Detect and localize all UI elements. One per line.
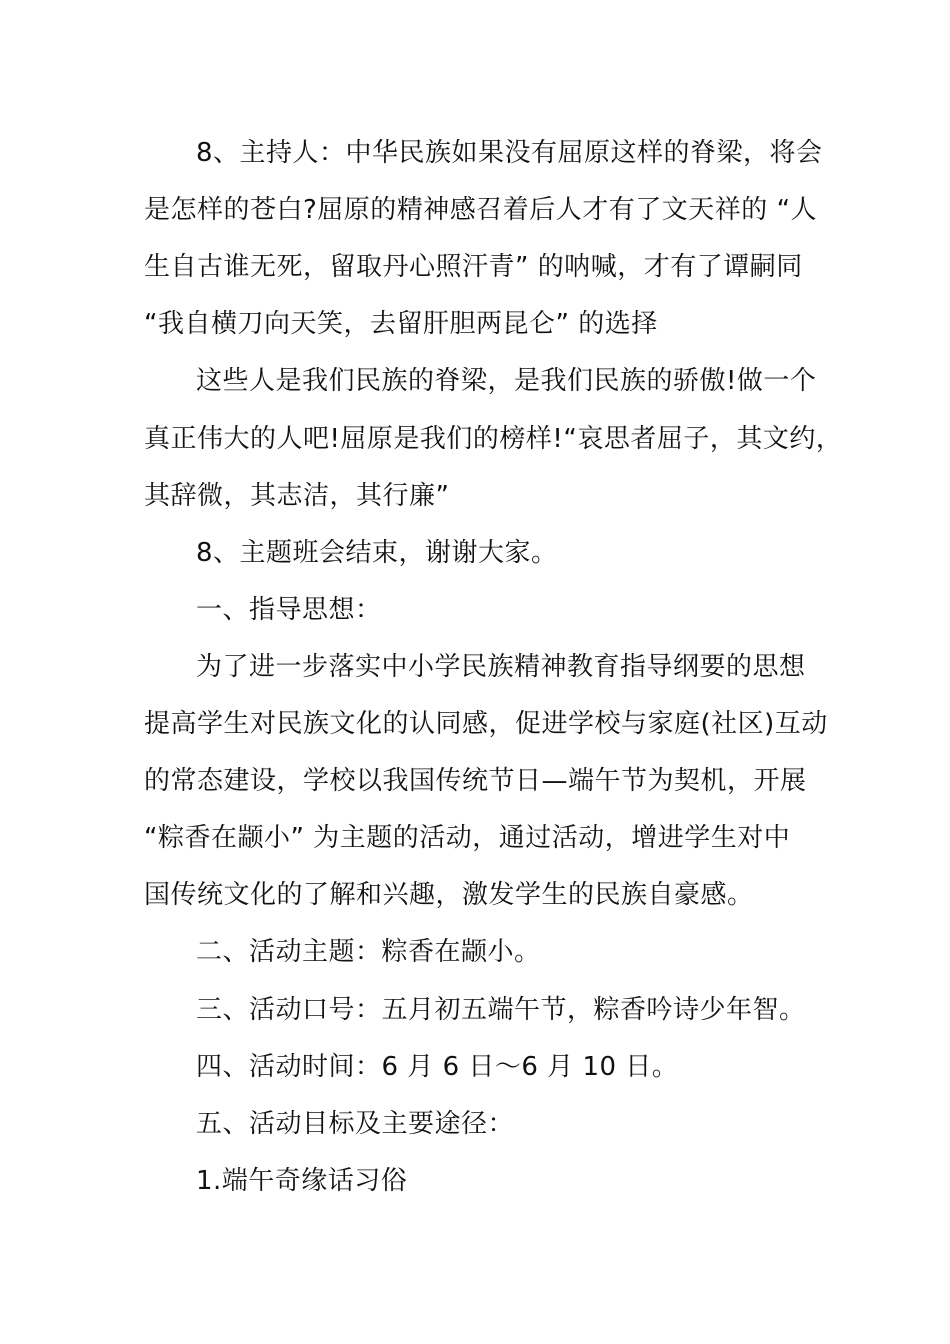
text-line: 的常态建设，学校以我国传统节日—端午节为契机，开展 <box>144 766 807 796</box>
text-line: 8、主题班会结束，谢谢大家。 <box>196 538 558 568</box>
text-line: 国传统文化的了解和兴趣，激发学生的民族自豪感。 <box>144 880 754 910</box>
text-line: 是怎样的苍白?屈原的精神感召着后人才有了文天祥的 “人 <box>144 195 818 225</box>
text-line: 这些人是我们民族的脊梁，是我们民族的骄傲!做一个 <box>196 366 817 396</box>
text-line: 提高学生对民族文化的认同感，促进学校与家庭(社区)互动 <box>144 709 828 739</box>
section-heading: 三、活动口号：五月初五端午节，粽香吟诗少年智。 <box>196 995 806 1025</box>
section-heading: 四、活动时间：6 月 6 日～6 月 10 日。 <box>196 1052 679 1082</box>
text-line: 真正伟大的人吧!屈原是我们的榜样!“哀思者屈子，其文约， <box>144 424 843 454</box>
list-item: 1.端午奇缘话习俗 <box>196 1166 408 1196</box>
text-line: 为了进一步落实中小学民族精神教育指导纲要的思想 <box>196 652 806 682</box>
section-heading: 二、活动主题：粽香在颛小。 <box>196 937 541 967</box>
section-heading: 五、活动目标及主要途径： <box>196 1109 515 1139</box>
text-line: “我自横刀向天笑，去留肝胆两昆仑” 的选择 <box>144 309 658 339</box>
text-line: 其辞微，其志洁，其行廉” <box>144 481 450 511</box>
text-line: “粽香在颛小” 为主题的活动，通过活动，增进学生对中 <box>144 823 791 853</box>
text-line: 生自古谁无死，留取丹心照汗青” 的呐喊，才有了谭嗣同 <box>144 252 803 282</box>
text-line: 8、主持人：中华民族如果没有屈原这样的脊梁，将会 <box>196 138 823 168</box>
section-heading: 一、指导思想： <box>196 595 382 625</box>
